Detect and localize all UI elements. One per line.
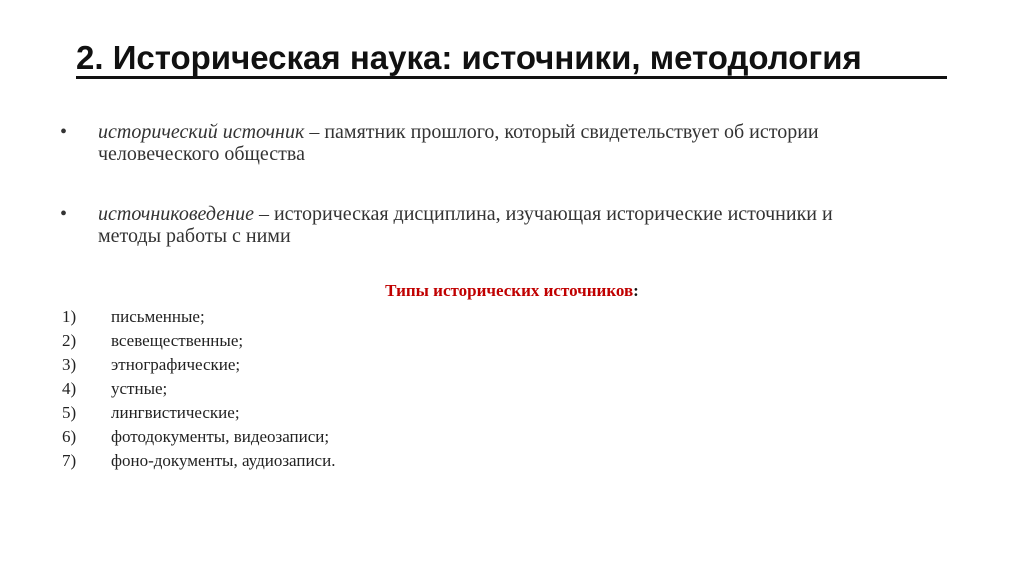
list-item xyxy=(62,355,662,379)
list-item-number: 3) xyxy=(62,355,77,374)
list-item xyxy=(62,379,662,403)
types-heading-colon: : xyxy=(633,281,639,300)
list-item xyxy=(62,403,662,427)
definition-term: источниковедение xyxy=(98,203,254,225)
list-item-text: всевещественные; xyxy=(111,331,244,350)
list-item xyxy=(62,451,662,475)
list-item-text: этнографические; xyxy=(111,355,241,374)
bullet-marker: • xyxy=(60,121,68,143)
types-heading-text: Типы исторических источников xyxy=(385,281,634,300)
definition-body: историческая дисциплина, изучающая исторические источники и методы работы с ними xyxy=(98,203,833,247)
list-item-number: 6) xyxy=(62,427,77,446)
list-item xyxy=(62,331,662,355)
list-item-number: 5) xyxy=(62,403,77,422)
source-types-list xyxy=(62,307,662,475)
list-item-text: фотодокументы, видеозаписи; xyxy=(111,427,330,446)
definition-text xyxy=(98,203,898,247)
list-item-number: 1) xyxy=(62,307,77,326)
definition-separator: – xyxy=(253,203,274,225)
list-item-text: фоно-документы, аудиозаписи. xyxy=(111,451,336,470)
definition-body: памятник прошлого, который свидетельствует об истории человеческого общества xyxy=(98,121,819,165)
list-item-text: письменные; xyxy=(111,307,205,326)
list-item-number: 2) xyxy=(62,331,77,350)
definition-text xyxy=(98,121,898,165)
slide-title: 2. Историческая наука: источники, методология xyxy=(76,39,862,76)
definition-term: исторический источник xyxy=(98,121,305,143)
definition-separator: – xyxy=(304,121,325,143)
list-item-text: лингвистические; xyxy=(111,403,240,422)
list-item-number: 7) xyxy=(62,451,77,470)
list-item xyxy=(62,427,662,451)
title-underline xyxy=(76,76,947,79)
list-item xyxy=(62,307,662,331)
bullet-marker: • xyxy=(60,203,68,225)
list-item-number: 4) xyxy=(62,379,77,398)
list-item-text: устные; xyxy=(111,379,168,398)
types-heading xyxy=(0,281,1024,301)
